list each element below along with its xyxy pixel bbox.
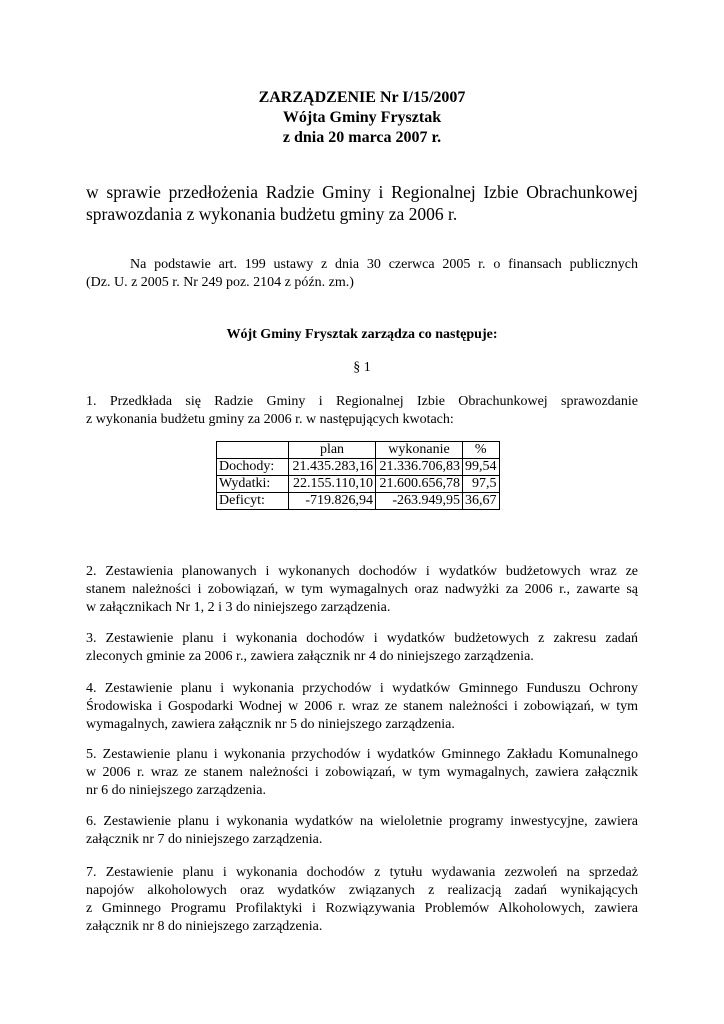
paragraph-line: zleconych gminie za 2006 r., zawiera załącznik nr 4 do niniejszego zarządzenia.: [86, 649, 534, 664]
decree-number: ZARZĄDZENIE Nr I/15/2007: [258, 89, 466, 106]
paragraph-line: stanem należności i zobowiązań, w tym wymagalnych oraz nadwyżki za 2006 r., zawarte są: [86, 582, 638, 597]
paragraph-line: w załącznikach Nr 1, 2 i 3 do niniejszego zarządzenia.: [86, 600, 391, 615]
paragraph-line: załącznik nr 7 do niniejszego zarządzenia.: [86, 832, 323, 847]
paragraph-line: 4. Zestawienie planu i wykonania przychodów i wydatków Gminnego Funduszu Ochrony: [86, 681, 638, 696]
decree-date: z dnia 20 marca 2007 r.: [282, 129, 442, 146]
paragraph-7: [86, 864, 638, 936]
plan-value: 22.155.110,10: [289, 476, 376, 493]
execution-value: 21.336.706,83: [376, 459, 463, 476]
paragraph-line: 1. Przedkłada się Radzie Gminy i Regionalnej Izbie Obrachunkowej sprawozdanie: [86, 394, 638, 409]
paragraph-line: napojów alkoholowych oraz wydatków związanych z realizacją zadań wynikających: [86, 883, 638, 898]
percent-value: 36,67: [463, 493, 500, 510]
table-row: [217, 459, 500, 476]
table-header-row: [217, 442, 500, 459]
subject-line: sprawozdania z wykonania budżetu gminy za 2006 r.: [86, 204, 458, 224]
decree-subject: [86, 181, 638, 225]
paragraph-1: [86, 393, 638, 429]
paragraph-line: Środowiska i Gospodarki Wodnej w 2006 r. wraz ze stanem należności i zobowiązań, w tym: [86, 699, 638, 714]
table-header-cell: [217, 442, 289, 459]
subject-line: w sprawie przedłożenia Radzie Gminy i Regionalnej Izbie Obrachunkowej: [86, 182, 638, 202]
paragraph-4: [86, 680, 638, 734]
paragraph-line: w 2006 r. wraz ze stanem należności i zobowiązań, w tym wymagalnych, zawiera załącznik: [86, 765, 638, 780]
section-mark: § 1: [353, 360, 371, 375]
row-label: Dochody:: [217, 459, 289, 476]
plan-value: 21.435.283,16: [289, 459, 376, 476]
budget-table: [216, 441, 500, 510]
basis-line: Na podstawie art. 199 ustawy z dnia 30 czerwca 2005 r. o finansach publicznych: [130, 257, 638, 272]
execution-value: 21.600.656,78: [376, 476, 463, 493]
table-row: [217, 476, 500, 493]
legal-basis: [86, 256, 638, 292]
paragraph-2: [86, 563, 638, 617]
plan-value: -719.826,94: [289, 493, 376, 510]
decree-issuer: Wójta Gminy Frysztak: [282, 109, 442, 126]
row-label: Wydatki:: [217, 476, 289, 493]
paragraph-line: 5. Zestawienie planu i wykonania przychodów i wydatków Gminnego Zakładu Komunalnego: [86, 747, 638, 762]
table-header-cell: %: [463, 442, 500, 459]
decree-heading: Wójt Gminy Frysztak zarządza co następuje:: [226, 327, 498, 342]
basis-line: (Dz. U. z 2005 r. Nr 249 poz. 2104 z późn. zm.): [86, 275, 354, 290]
execution-value: -263.949,95: [376, 493, 463, 510]
paragraph-5: [86, 746, 638, 800]
paragraph-3: [86, 630, 638, 666]
table-header-cell: wykonanie: [376, 442, 463, 459]
row-label: Deficyt:: [217, 493, 289, 510]
paragraph-line: wymagalnych, zawiera załącznik nr 5 do niniejszego zarządzenia.: [86, 717, 455, 732]
paragraph-6: [86, 813, 638, 849]
table-row: [217, 493, 500, 510]
paragraph-line: 6. Zestawienie planu i wykonania wydatków na wieloletnie programy inwestycyjne, zawiera: [86, 814, 638, 829]
paragraph-line: 2. Zestawienia planowanych i wykonanych dochodów i wydatków budżetowych wraz ze: [86, 564, 638, 579]
decree-title: [0, 88, 724, 148]
paragraph-line: nr 6 do niniejszego zarządzenia.: [86, 783, 266, 798]
percent-value: 99,54: [463, 459, 500, 476]
paragraph-line: z wykonania budżetu gminy za 2006 r. w następujących kwotach:: [86, 412, 454, 427]
paragraph-line: 3. Zestawienie planu i wykonania dochodów i wydatków budżetowych z zakresu zadań: [86, 631, 638, 646]
paragraph-line: z Gminnego Programu Profilaktyki i Rozwiązywania Problemów Alkoholowych, zawiera: [86, 901, 638, 916]
paragraph-line: załącznik nr 8 do niniejszego zarządzenia.: [86, 919, 323, 934]
table-header-cell: plan: [289, 442, 376, 459]
percent-value: 97,5: [463, 476, 500, 493]
paragraph-line: 7. Zestawienie planu i wykonania dochodów z tytułu wydawania zezwoleń na sprzedaż: [86, 865, 638, 880]
